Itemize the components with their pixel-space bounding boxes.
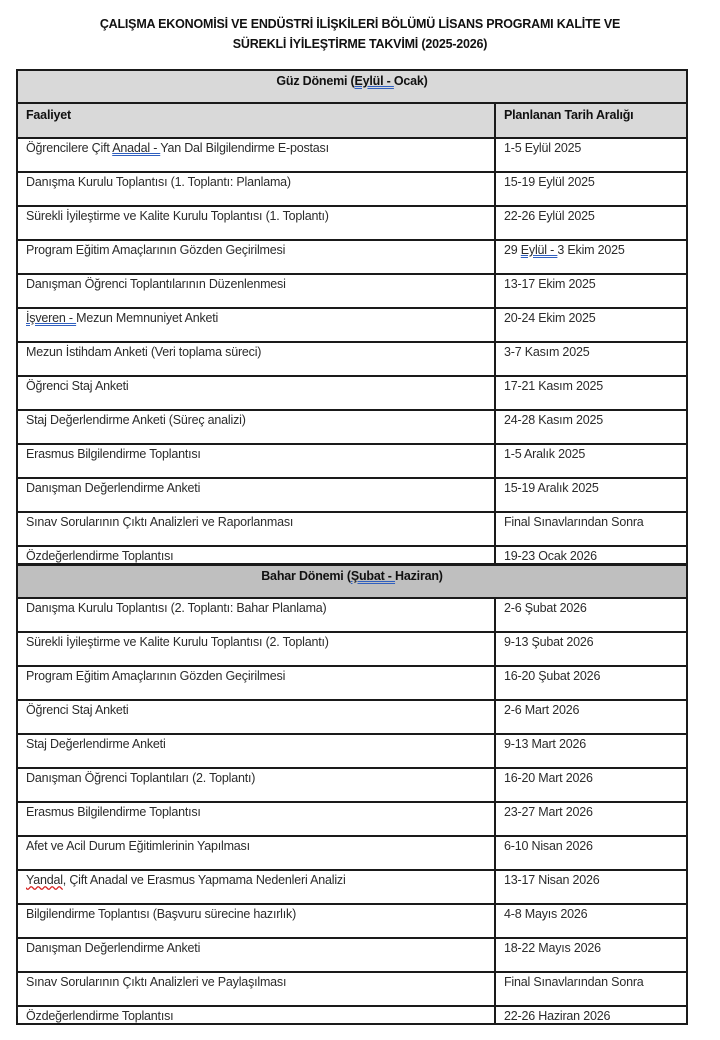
activity-cell — [17, 938, 495, 972]
date-text: 13-17 Ekim 2025 — [504, 277, 596, 291]
spelling-flag[interactable]: Yandal — [26, 873, 63, 887]
activity-cell — [17, 376, 495, 410]
date-cell: 9-13 Mart 2026 — [495, 734, 687, 768]
column-header-date: Planlanan Tarih Aralığı — [495, 103, 687, 138]
table-row — [17, 274, 687, 308]
table-row — [17, 240, 687, 274]
date-cell — [495, 478, 687, 512]
date-cell: 2-6 Şubat 2026 — [495, 598, 687, 632]
activity-text: Danışma Kurulu Toplantısı (2. Toplantı: Bahar Planlama) — [26, 601, 327, 615]
date-text: 1-5 Aralık 2025 — [504, 447, 586, 461]
activity-cell — [17, 206, 495, 240]
date-text: 29 — [504, 243, 521, 257]
date-text: 22-26 Eylül 2025 — [504, 209, 595, 223]
table-row — [17, 632, 687, 666]
date-cell: 22-26 Haziran 2026 — [495, 1006, 687, 1024]
date-cell: 2-6 Mart 2026 — [495, 700, 687, 734]
table-row — [17, 904, 687, 938]
table-row — [17, 410, 687, 444]
title-line-1: ÇALIŞMA EKONOMİSİ VE ENDÜSTRİ İLİŞKİLERİ BÖLÜMÜ LİSANS PROGRAMI KALİTE VE — [99, 17, 621, 31]
table-row — [17, 342, 687, 376]
activity-cell — [17, 836, 495, 870]
activity-text-end: Yan Dal Bilgilendirme E-postası — [160, 141, 329, 155]
activity-text: Danışman Öğrenci Toplantıları (2. Toplantı) — [26, 771, 256, 785]
date-cell: 6-10 Nisan 2026 — [495, 836, 687, 870]
date-text: 1-5 Eylül 2025 — [504, 141, 582, 155]
activity-text-end: , Çift Anadal ve Erasmus Yapmama Nedenleri Analizi — [62, 873, 346, 887]
activity-text: Erasmus Bilgilendirme Toplantısı — [26, 447, 201, 461]
date-cell — [495, 342, 687, 376]
table-row — [17, 444, 687, 478]
activity-cell — [17, 172, 495, 206]
fall-semester-header — [17, 70, 687, 103]
activity-text: Program Eğitim Amaçlarının Gözden Geçirilmesi — [26, 669, 286, 683]
grammar-flag[interactable]: İşveren - — [26, 311, 77, 325]
date-cell — [495, 274, 687, 308]
activity-text: Sınav Sorularının Çıktı Analizleri ve Raporlanması — [26, 515, 294, 529]
spring-header-text-end: Haziran) — [395, 569, 443, 583]
date-text: Final Sınavlarından Sonra — [504, 515, 644, 529]
activity-cell — [17, 700, 495, 734]
grammar-flag[interactable]: Anadal - — [112, 141, 161, 155]
date-cell: 16-20 Şubat 2026 — [495, 666, 687, 700]
activity-text: Sürekli İyileştirme ve Kalite Kurulu Toplantısı (1. Toplantı) — [26, 209, 329, 223]
activity-cell — [17, 972, 495, 1006]
table-row — [17, 938, 687, 972]
date-cell — [495, 206, 687, 240]
date-cell — [495, 512, 687, 546]
activity-text: Sınav Sorularının Çıktı Analizleri ve Paylaşılması — [26, 975, 287, 989]
date-cell: 18-22 Mayıs 2026 — [495, 938, 687, 972]
activity-text: Staj Değerlendirme Anketi — [26, 737, 166, 751]
activity-text: Özdeğerlendirme Toplantısı — [26, 549, 174, 563]
table-row — [17, 768, 687, 802]
date-cell — [495, 172, 687, 206]
activity-text: Mezun İstihdam Anketi (Veri toplama süreci) — [26, 345, 262, 359]
date-cell — [495, 138, 687, 172]
table-row — [17, 666, 687, 700]
activity-text: Danışma Kurulu Toplantısı (1. Toplantı: Planlama) — [26, 175, 291, 189]
spring-semester-header — [17, 565, 687, 599]
date-cell — [495, 376, 687, 410]
calendar-table — [16, 69, 688, 1025]
activity-text: Erasmus Bilgilendirme Toplantısı — [26, 805, 201, 819]
date-cell: 4-8 Mayıs 2026 — [495, 904, 687, 938]
table-row — [17, 308, 687, 342]
date-cell: Final Sınavlarından Sonra — [495, 972, 687, 1006]
date-cell — [495, 444, 687, 478]
table-row — [17, 700, 687, 734]
table-row — [17, 972, 687, 1006]
date-cell — [495, 546, 687, 565]
table-row — [17, 734, 687, 768]
activity-cell — [17, 802, 495, 836]
activity-text: Danışman Değerlendirme Anketi — [26, 941, 201, 955]
table-row — [17, 172, 687, 206]
activity-text: Afet ve Acil Durum Eğitimlerinin Yapılması — [26, 839, 250, 853]
activity-text: Sürekli İyileştirme ve Kalite Kurulu Toplantısı (2. Toplantı) — [26, 635, 329, 649]
grammar-flag[interactable]: Şubat - — [350, 569, 396, 583]
activity-cell — [17, 666, 495, 700]
title-line-2: SÜREKLİ İYİLEŞTİRME TAKVİMİ (2025-2026) — [232, 37, 488, 51]
activity-cell — [17, 546, 495, 565]
text-cursor — [17, 1000, 18, 1016]
column-header-row — [17, 103, 687, 138]
activity-cell — [17, 870, 495, 904]
date-text: 20-24 Ekim 2025 — [504, 311, 596, 325]
table-row — [17, 478, 687, 512]
date-cell — [495, 240, 687, 274]
date-text: 17-21 Kasım 2025 — [504, 379, 603, 393]
activity-text-end: Mezun Memnuniyet Anketi — [76, 311, 219, 325]
date-text: 15-19 Aralık 2025 — [504, 481, 599, 495]
date-text: 24-28 Kasım 2025 — [504, 413, 603, 427]
activity-cell — [17, 138, 495, 172]
activity-cell — [17, 768, 495, 802]
date-cell: 16-20 Mart 2026 — [495, 768, 687, 802]
table-row — [17, 206, 687, 240]
date-text-end: 3 Ekim 2025 — [557, 243, 625, 257]
activity-cell — [17, 512, 495, 546]
date-cell: 9-13 Şubat 2026 — [495, 632, 687, 666]
activity-cell — [17, 274, 495, 308]
activity-text: Öğrencilere Çift — [26, 141, 113, 155]
activity-cell — [17, 410, 495, 444]
date-cell: 23-27 Mart 2026 — [495, 802, 687, 836]
table-row — [17, 138, 687, 172]
activity-text: Bilgilendirme Toplantısı (Başvuru sürecine hazırlık) — [26, 907, 297, 921]
date-text: 19-23 Ocak 2026 — [504, 549, 597, 563]
table-row — [17, 836, 687, 870]
activity-text: Öğrenci Staj Anketi — [26, 379, 129, 393]
table-row — [17, 598, 687, 632]
table-row — [17, 870, 687, 904]
table-row — [17, 546, 687, 565]
table-row — [17, 376, 687, 410]
document-title — [0, 14, 720, 54]
activity-cell — [17, 598, 495, 632]
activity-cell — [17, 1006, 495, 1024]
activity-cell — [17, 444, 495, 478]
grammar-flag[interactable]: Eylül - — [520, 243, 558, 257]
activity-text: Öğrenci Staj Anketi — [26, 703, 129, 717]
fall-header-text: Güz Dönemi ( — [276, 74, 355, 88]
table-row — [17, 512, 687, 546]
date-text: 15-19 Eylül 2025 — [504, 175, 595, 189]
date-text: 3-7 Kasım 2025 — [504, 345, 590, 359]
activity-cell — [17, 342, 495, 376]
activity-text: Danışman Değerlendirme Anketi — [26, 481, 201, 495]
fall-header-text-end: Ocak) — [393, 74, 428, 88]
activity-text: Staj Değerlendirme Anketi (Süreç analizi) — [26, 413, 246, 427]
date-cell: 13-17 Nisan 2026 — [495, 870, 687, 904]
activity-cell — [17, 904, 495, 938]
activity-cell — [17, 308, 495, 342]
table-row — [17, 1006, 687, 1024]
date-cell — [495, 410, 687, 444]
activity-cell — [17, 734, 495, 768]
activity-cell — [17, 632, 495, 666]
activity-text: Program Eğitim Amaçlarının Gözden Geçirilmesi — [26, 243, 286, 257]
activity-text: Danışman Öğrenci Toplantılarının Düzenlenmesi — [26, 277, 286, 291]
grammar-flag[interactable]: Eylül - — [354, 74, 394, 88]
activity-cell — [17, 478, 495, 512]
activity-text: Özdeğerlendirme Toplantısı — [26, 1009, 174, 1023]
column-header-activity: Faaliyet — [17, 103, 495, 138]
activity-cell — [17, 240, 495, 274]
table-row — [17, 802, 687, 836]
date-cell — [495, 308, 687, 342]
spring-header-text: Bahar Dönemi ( — [261, 569, 351, 583]
